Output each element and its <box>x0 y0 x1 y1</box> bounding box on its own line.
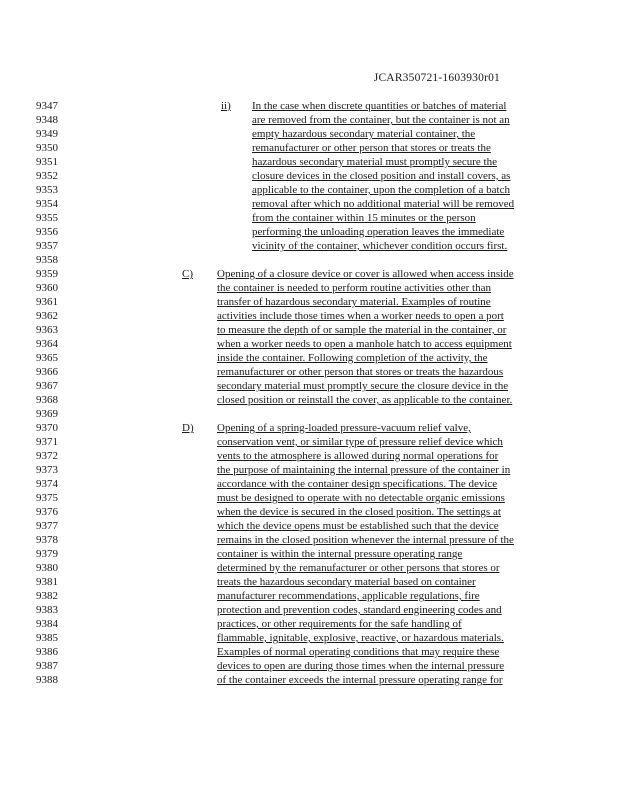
section-d-line: flammable, ignitable, explosive, reactive, or hazardous materials. <box>217 632 504 644</box>
section-d-line: protection and prevention codes, standard engineering codes and <box>217 604 502 616</box>
line-number: 9347 <box>36 100 58 112</box>
section-marker-c: C) <box>182 268 193 280</box>
section-ii-line: vicinity of the container, whichever condition occurs first. <box>252 240 508 252</box>
line-number: 9379 <box>36 548 58 560</box>
line-number: 9370 <box>36 422 58 434</box>
line-number: 9366 <box>36 366 58 378</box>
line-number: 9376 <box>36 506 58 518</box>
section-d-line: which the device opens must be established such that the device <box>217 520 499 532</box>
line-number: 9382 <box>36 590 58 602</box>
section-ii-line: are removed from the container, but the container is not an <box>252 114 510 126</box>
line-number: 9361 <box>36 296 58 308</box>
section-ii-line: removal after which no additional material will be removed <box>252 198 515 210</box>
line-number: 9388 <box>36 674 58 686</box>
section-c-line: Opening of a closure device or cover is allowed when access inside <box>217 268 514 280</box>
line-number: 9373 <box>36 464 58 476</box>
section-c-line: closed position or reinstall the cover, as applicable to the container. <box>217 394 513 406</box>
section-d-line: practices, or other requirements for the safe handling of <box>217 618 462 630</box>
document-id: JCAR350721-1603930r01 <box>373 72 500 84</box>
section-d-line: vents to the atmosphere is allowed during normal operations for <box>217 450 499 462</box>
line-number: 9362 <box>36 310 58 322</box>
section-d-line: the purpose of maintaining the internal pressure of the container in <box>217 464 511 476</box>
section-c-line: the container is needed to perform routine activities other than <box>217 282 491 294</box>
section-c-line: secondary material must promptly secure the closure device in the <box>217 380 509 392</box>
section-ii-line: closure devices in the closed position and install covers, as <box>252 170 511 182</box>
section-ii-line: remanufacturer or other person that stores or treats the <box>252 142 491 154</box>
line-number: 9356 <box>36 226 58 238</box>
section-ii-line: In the case when discrete quantities or batches of material <box>252 100 507 112</box>
line-number: 9353 <box>36 184 58 196</box>
section-ii-line: empty hazardous secondary material container, the <box>252 128 476 140</box>
line-number: 9383 <box>36 604 58 616</box>
line-number: 9369 <box>36 408 58 420</box>
section-d-line: must be designed to operate with no detectable organic emissions <box>217 492 505 504</box>
line-number: 9371 <box>36 436 58 448</box>
line-number: 9372 <box>36 450 58 462</box>
section-d-line: conservation vent, or similar type of pressure relief device which <box>217 436 503 448</box>
line-number: 9364 <box>36 338 58 350</box>
line-number: 9375 <box>36 492 58 504</box>
line-number: 9355 <box>36 212 58 224</box>
line-number: 9357 <box>36 240 58 252</box>
section-d-line: container is within the internal pressure operating range <box>217 548 463 560</box>
section-d-line: Examples of normal operating conditions that may require these <box>217 646 500 658</box>
line-number: 9380 <box>36 562 58 574</box>
section-d-line: devices to open are during those times when the internal pressure <box>217 660 505 672</box>
section-d-line: when the device is secured in the closed position. The settings at <box>217 506 501 518</box>
section-d-line: remains in the closed position whenever the internal pressure of the <box>217 534 514 546</box>
section-d-line: treats the hazardous secondary material based on container <box>217 576 476 588</box>
section-ii-line: from the container within 15 minutes or the person <box>252 212 476 224</box>
section-d-line: of the container exceeds the internal pressure operating range for <box>217 674 503 686</box>
line-number: 9386 <box>36 646 58 658</box>
line-number: 9384 <box>36 618 58 630</box>
section-ii-line: performing the unloading operation leaves the immediate <box>252 226 505 238</box>
line-number: 9381 <box>36 576 58 588</box>
line-number: 9385 <box>36 632 58 644</box>
section-ii-line: hazardous secondary material must promptly secure the <box>252 156 497 168</box>
line-number: 9352 <box>36 170 58 182</box>
line-number: 9349 <box>36 128 58 140</box>
section-c-line: remanufacturer or other person that stores or treats the hazardous <box>217 366 504 378</box>
section-c-line: to measure the depth of or sample the material in the container, or <box>217 324 507 336</box>
line-number: 9360 <box>36 282 58 294</box>
section-c-line: transfer of hazardous secondary material. Examples of routine <box>217 296 491 308</box>
section-d-line: accordance with the container design specifications. The device <box>217 478 498 490</box>
line-number: 9348 <box>36 114 58 126</box>
section-marker-d: D) <box>182 422 194 434</box>
line-number: 9358 <box>36 254 58 266</box>
line-number: 9377 <box>36 520 58 532</box>
line-number: 9367 <box>36 380 58 392</box>
section-marker-ii: ii) <box>221 100 231 112</box>
section-ii-line: applicable to the container, upon the completion of a batch <box>252 184 510 196</box>
line-number: 9387 <box>36 660 58 672</box>
line-number: 9365 <box>36 352 58 364</box>
section-c-line: inside the container. Following completion of the activity, the <box>217 352 488 364</box>
line-number: 9378 <box>36 534 58 546</box>
line-number: 9363 <box>36 324 58 336</box>
section-d-line: Opening of a spring-loaded pressure-vacuum relief valve, <box>217 422 471 434</box>
section-d-line: determined by the remanufacturer or other persons that stores or <box>217 562 500 574</box>
line-number: 9374 <box>36 478 58 490</box>
section-d-line: manufacturer recommendations, applicable regulations, fire <box>217 590 480 602</box>
line-number: 9351 <box>36 156 58 168</box>
section-c-line: activities include those times when a worker needs to open a port <box>217 310 504 322</box>
line-number: 9354 <box>36 198 58 210</box>
line-number: 9350 <box>36 142 58 154</box>
line-number: 9359 <box>36 268 58 280</box>
line-number: 9368 <box>36 394 58 406</box>
section-c-line: when a worker needs to open a manhole hatch to access equipment <box>217 338 512 350</box>
